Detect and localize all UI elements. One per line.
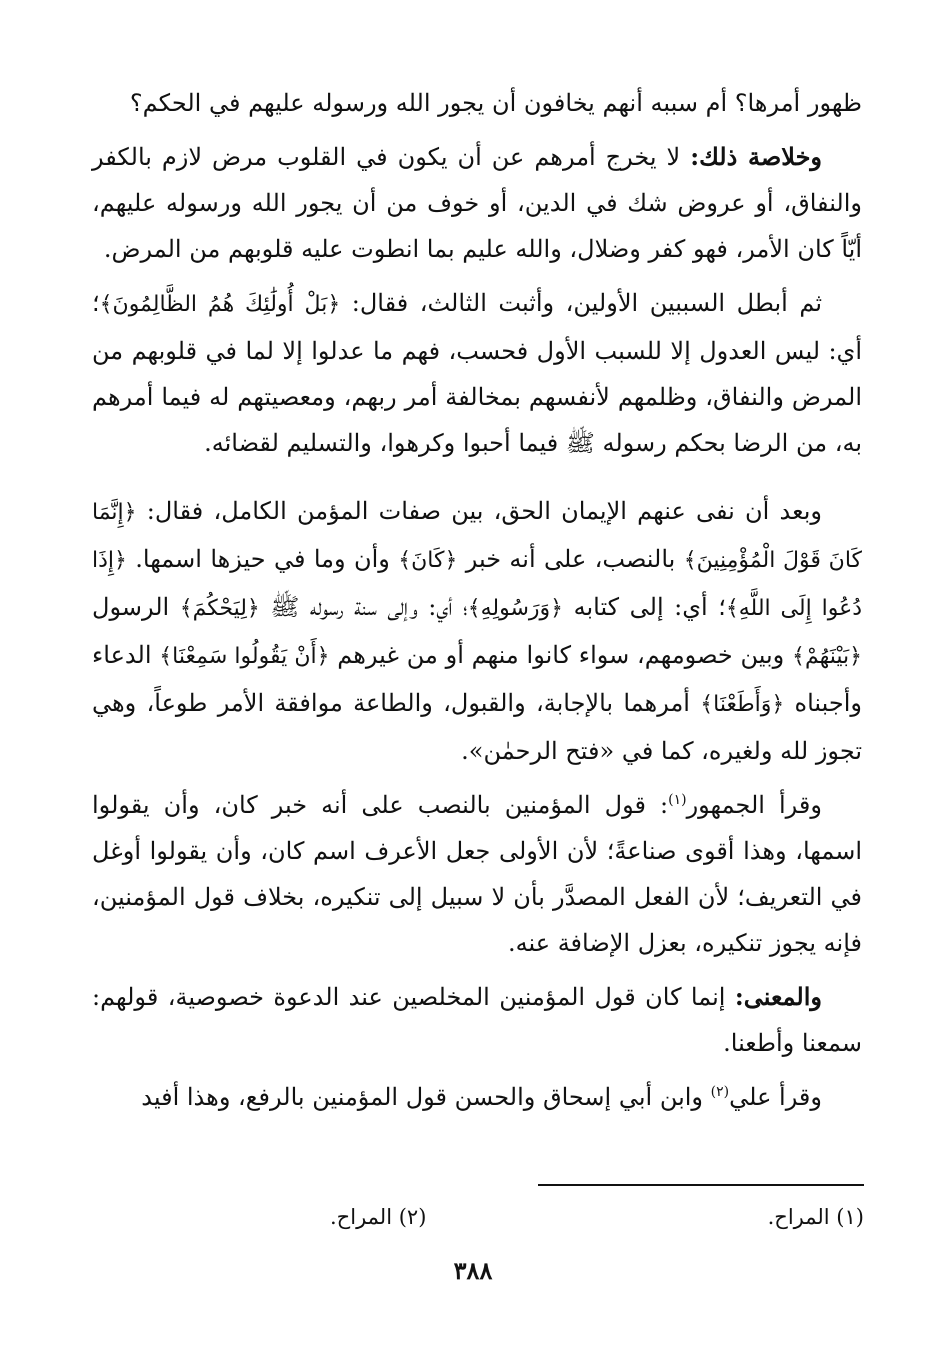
paragraph-text: الرسول <box>92 593 180 621</box>
paragraph-text: وقرأ علي <box>729 1083 822 1111</box>
paragraph-text: إنما كان قول المؤمنين المخلصين عند الدعوة خصوصية، قولهم: سمعنا وأطعنا. <box>92 983 862 1057</box>
paragraph-lead: وخلاصة ذلك: <box>690 142 822 171</box>
footnote-divider <box>538 1184 864 1186</box>
continuation-line: ظهور أمرها؟ أم سببه أنهم يخافون أن يجور الله ورسوله عليهم في الحكم؟ <box>129 89 862 117</box>
paragraph-text: ؛ أي: ليس العدول إلا للسبب الأول فحسب، فهم ما عدلوا إلا لما في قلوبهم من المرض والنفاق، وظلمهم لأنفسهم بمخالفة أمر ربهم، ومعصيتهم له فيما أمرهم به، من الرضا بحكم رسوله ﷺ فيما أحبوا وكرهوا، والتسليم لقضائه. <box>92 289 862 457</box>
document-body <box>92 80 862 1128</box>
paragraph-ali-reading <box>92 1074 862 1120</box>
page-number: ٣٨٨ <box>453 1256 493 1285</box>
paragraph-text: وأن وما في حيزها اسمها. <box>126 545 399 573</box>
paragraph-text: وبعد أن نفى عنهم الإيمان الحق، بين صفات المؤمن الكامل، فقال: <box>136 497 822 525</box>
paragraph-majority-reading <box>92 782 862 966</box>
quran-quote: ﴿وَرَسُولِهِ﴾ <box>467 596 564 621</box>
quran-quote: ﴿أَنْ يَقُولُوا سَمِعْنَا﴾ <box>159 644 330 669</box>
paragraph-text: أمرهما بالإجابة، والقبول، والطاعة موافقة الأمر طوعاً، وهي تجوز لله ولغيره، كما في «فتح الرحمٰن». <box>92 689 862 765</box>
footnotes <box>330 1200 864 1234</box>
quran-quote: ﴿إِذَا دُعُوا إِلَى اللَّهِ﴾ <box>92 548 863 621</box>
quran-quote: ﴿إِنَّمَا كَانَ قَوْلَ الْمُؤْمِنِينَ﴾ <box>92 500 862 573</box>
paragraph-text: ثم أبطل السببين الأولين، وأثبت الثالث، فقال: <box>340 289 822 317</box>
paragraph-believers <box>92 488 862 774</box>
quran-quote: ﴿كَانَ﴾ <box>398 548 458 573</box>
paragraph-summary <box>92 134 862 272</box>
paragraph-text: لا يخرج أمرهم عن أن يكون في القلوب مرض لازم بالكفر والنفاق، أو عروض شك في الدين، أو خوف من أن يجور الله ورسوله عليهم، أيّاً كان الأمر، فهو كفر وضلال، والله عليم بما انطوت عليه قلوبهم من المرض. <box>92 143 863 263</box>
paragraph-text: وبين خصومهم، سواء كانوا منهم أو من غيرهم <box>329 641 793 669</box>
paragraph-text: الدعاء وأجبناه <box>92 641 862 717</box>
footnote-ref[interactable]: (٢) <box>710 1084 730 1100</box>
paragraph-text: وابن أبي إسحاق والحسن قول المؤمنين بالرفع، وهذا أفيد <box>141 1083 711 1111</box>
paragraph-text: بالنصب، على أنه خبر <box>457 545 684 573</box>
footnote-ref[interactable]: (١) <box>668 792 687 808</box>
paragraph-text: ؛ أي: وإلى سنة رسوله ﷺ <box>259 593 468 621</box>
paragraph-text: ؛ أي: إلى كتابه <box>563 593 726 621</box>
paragraph-lead: والمعنى: <box>734 982 822 1011</box>
quran-quote: ﴿بَلْ أُولَٰئِكَ هُمُ الظَّالِمُونَ﴾ <box>99 292 341 317</box>
quran-quote: ﴿وَأَطَعْنَا﴾ <box>700 692 785 717</box>
paragraph-meaning <box>92 974 862 1066</box>
footnote-2: (٢) المراح. <box>330 1205 427 1229</box>
quran-quote: ﴿بَيْنَهُمْ﴾ <box>792 644 863 669</box>
footnote-1: (١) المراح. <box>767 1205 864 1229</box>
paragraph-text: وقرأ الجمهور <box>686 791 822 819</box>
paragraph-text: : قول المؤمنين بالنصب على أنه خبر كان، وأن يقولوا اسمها، وهذا أقوى صناعةً؛ لأن الأولى جعل الأعرف اسم كان، وأن يقولوا أوغل في التعريف؛ لأن الفعل المصدَّر بأن لا سبيل إلى تنكيره، بخلاف قول المؤمنين، فإنه يجوز تنكيره، بعزل الإضافة عنه. <box>92 791 862 957</box>
quran-quote: ﴿لِيَحْكُمَ﴾ <box>179 596 260 621</box>
paragraph-refutation <box>92 280 862 466</box>
